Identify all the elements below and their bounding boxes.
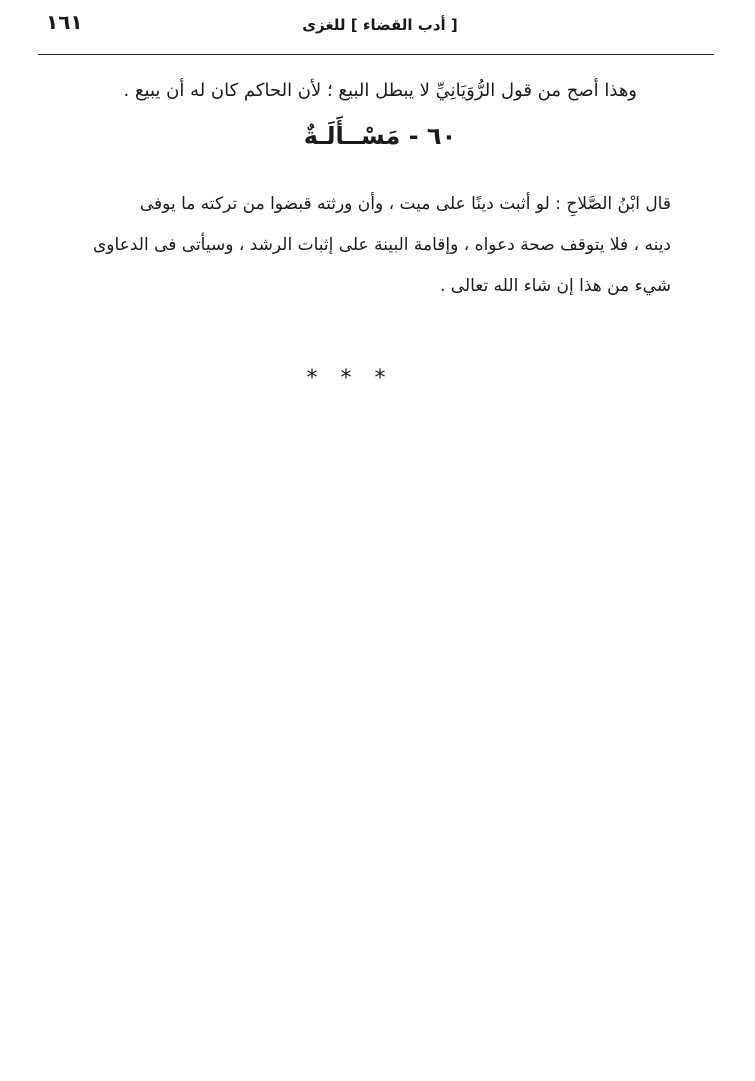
header-divider <box>38 54 714 55</box>
page-number: ١٦١ <box>46 10 83 34</box>
paragraph-line: شيء من هذا إن شاء الله تعالى . <box>439 276 671 296</box>
paragraph-line: قال ابْنُ الصَّلاحِ : لو أثبت دينًا على ميت ، وأن ورثته قبضوا من تركته ما يوفى <box>139 194 671 214</box>
paragraph-line: دينه ، فلا يتوقف صحة دعواه ، وإقامة البينة على إثبات الرشد ، وسيأتى فى الدعاوى <box>93 235 671 255</box>
section-ornament: * * * <box>306 366 394 391</box>
issue-heading: ٦٠ - مَسْــأَلَـةٌ <box>303 122 457 150</box>
body-paragraph <box>41 184 671 307</box>
first-line: وهذا أصح من قول الرُّوَيَانِيِّ لا يبطل البيع ؛ لأن الحاكم كان له أن يبيع . <box>123 80 637 101</box>
running-header: [ أدب القضاء ] للغزى <box>302 16 458 34</box>
